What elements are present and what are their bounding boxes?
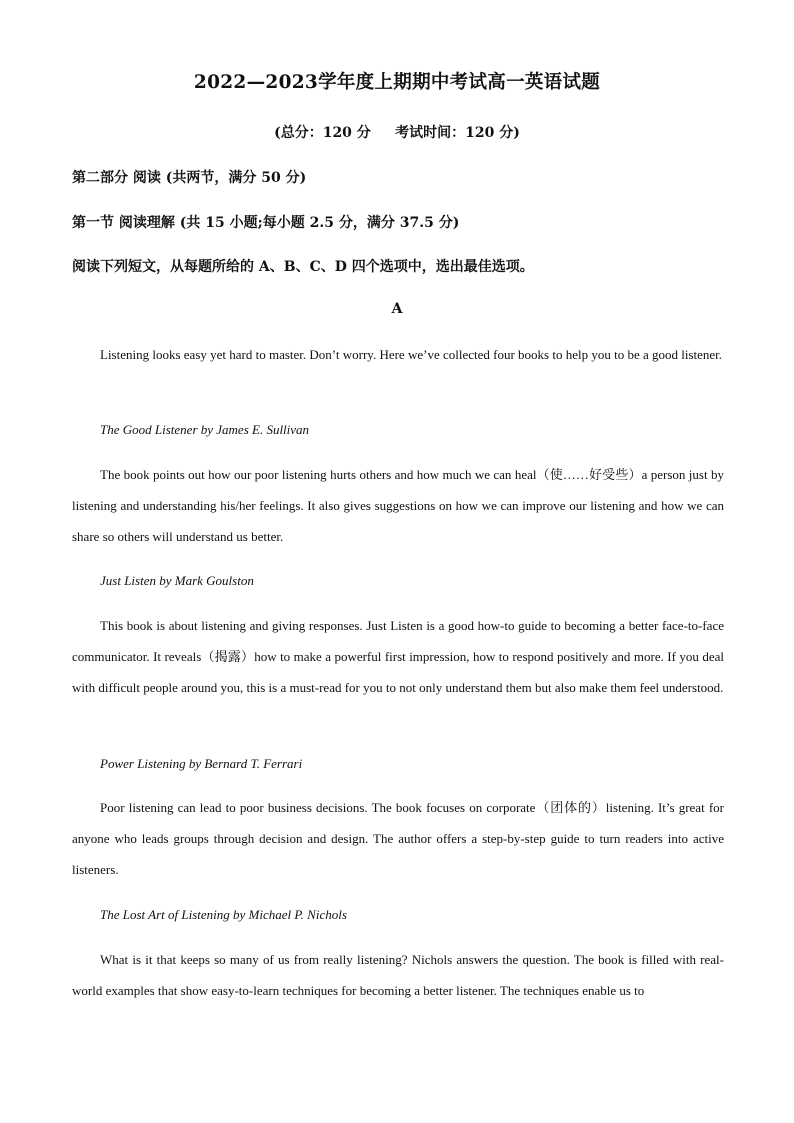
passage-letter: A [391, 301, 403, 317]
book-title: Power Listening by Bernard T. Ferrari [100, 756, 303, 771]
book-title: The Lost Art of Listening by Michael P. Nichols [100, 907, 347, 922]
exam-info: (总分：120 分 考试时间：120 分) [274, 125, 520, 141]
book-title: Just Listen by Mark Goulston [100, 573, 254, 588]
passage-intro: Listening looks easy yet hard to master. Don’t worry. Here we’ve collected four books to help you to be a good listener. [100, 347, 723, 362]
part-heading: 第二部分 阅读 (共两节，满分 50 分) [72, 170, 307, 186]
subsection-heading: 第一节 阅读理解 (共 15 小题;每小题 2.5 分，满分 37.5 分) [72, 215, 460, 231]
page-title: 2022—2023学年度上期期中考试高一英语试题 [193, 72, 601, 93]
book-description: Poor listening can lead to poor business decisions. The book focuses on corporate（团体的）listening. It’s great for anyone who leads groups through decision and design. The author offers a step-by-step guide to turn readers into active listeners. [72, 800, 724, 878]
book-description: This book is about listening and giving responses. Just Listen is a good how-to guide to becoming a better face-to-face communicator. It reveals（揭露）how to make a powerful first impression, how to respond positively and more. If you deal with difficult people around you, this is a must-read for you to not only understand them but also make them feel understood. [72, 618, 724, 696]
book-description: What is it that keeps so many of us from really listening? Nichols answers the question. The book is filled with real-world examples that show easy-to-learn techniques for becoming a better listener. The techniques enable us to [72, 952, 724, 999]
instruction-text: 阅读下列短文，从每题所给的 A、B、C、D 四个选项中，选出最佳选项。 [72, 259, 534, 275]
book-title: The Good Listener by James E. Sullivan [100, 422, 310, 437]
book-description: The book points out how our poor listening hurts others and how much we can heal（使……好受些）a person just by listening and understanding his/her feelings. It also gives suggestions on how we can improve our listening and how we can share so others will understand us better. [72, 467, 724, 545]
